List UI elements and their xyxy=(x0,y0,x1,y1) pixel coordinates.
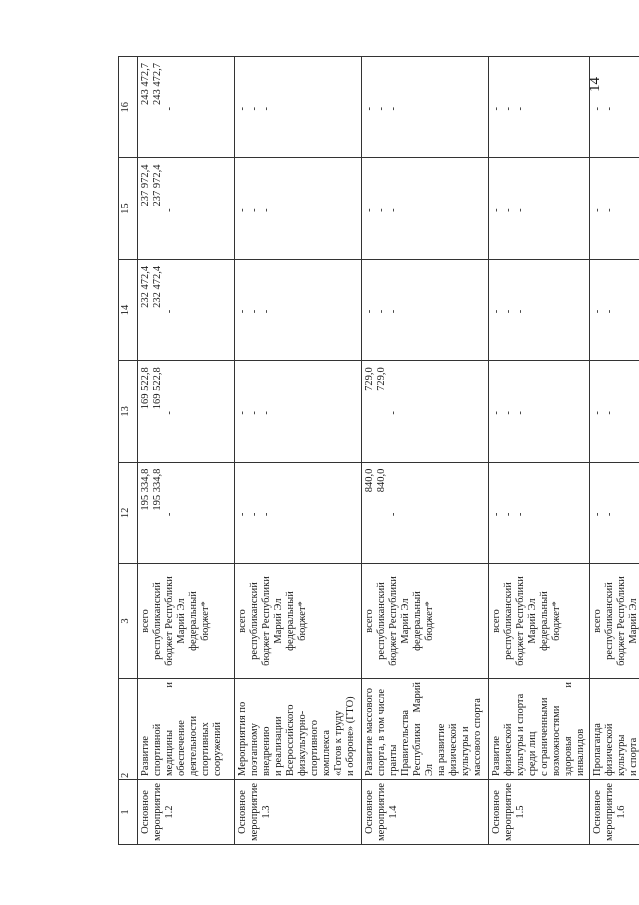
value-cell-v15 xyxy=(362,158,489,259)
funding-source-line: всего xyxy=(491,609,502,633)
value-cell-v13-line: 729,0 xyxy=(364,367,375,391)
value-cell-v13-line: - xyxy=(261,411,272,415)
funding-source-line: всего xyxy=(364,609,375,633)
col-header-16: 16 xyxy=(119,57,138,158)
value-cell-v12-line: - xyxy=(237,512,248,517)
activity-name-line: гранты Правительства xyxy=(388,709,411,776)
activity-code xyxy=(489,780,590,845)
activity-name-line: и реализации xyxy=(273,716,284,776)
funding-source-line: бюджет* xyxy=(551,601,562,641)
value-cell-v16 xyxy=(138,57,235,158)
col-header-3: 3 xyxy=(119,564,138,679)
activity-code-line: 1.2 xyxy=(164,805,175,819)
activity-name-line: физической культуры и xyxy=(448,723,471,776)
value-cell-v13-line: - xyxy=(388,411,399,415)
value-cell-v15-line: - xyxy=(364,208,375,212)
funding-source-line: Марий Эл xyxy=(400,598,411,644)
value-cell-v13-line: - xyxy=(515,411,526,415)
activity-name-line: физической культуры xyxy=(604,723,627,776)
value-cell-v12-line: 840,0 xyxy=(376,468,387,493)
funding-source xyxy=(235,564,362,679)
value-cell-v15-line: - xyxy=(164,208,175,212)
activity-name-line: деятельности xyxy=(188,715,199,776)
funding-source-line: бюджет* xyxy=(200,601,211,641)
funding-source-line: бюджет Республики xyxy=(164,576,175,666)
activity-name xyxy=(489,679,590,780)
activity-name-line: Развитие спортивной xyxy=(140,723,163,776)
activity-code-line: Основное xyxy=(592,790,603,834)
value-cell-v14-line: - xyxy=(604,309,615,314)
activity-code xyxy=(138,780,235,845)
funding-source xyxy=(362,564,489,679)
value-cell-v14 xyxy=(138,259,235,360)
value-cell-v16-line: - xyxy=(491,106,502,111)
value-cell-v14-line: - xyxy=(249,309,260,314)
funding-source-line: республиканский xyxy=(503,582,514,660)
activity-name-line: массового спорта xyxy=(472,698,483,776)
activity-code-line: мероприятие xyxy=(503,783,514,841)
funding-source-line: федеральный xyxy=(412,591,423,651)
activity-name xyxy=(138,679,235,780)
value-cell-v16-line: - xyxy=(604,106,615,111)
funding-source xyxy=(138,564,235,679)
funding-source-line: всего xyxy=(140,609,151,633)
value-cell-v13 xyxy=(235,361,362,462)
value-cell-v16-line: - xyxy=(388,106,399,111)
table-row xyxy=(138,57,235,845)
activity-name-line: и обороне» (ГТО) xyxy=(345,696,356,776)
value-cell-v16-line: 243 472,7 xyxy=(152,63,163,105)
value-cell-v15-line: - xyxy=(376,208,387,212)
value-cell-v15-line: - xyxy=(592,208,603,212)
funding-source-line: бюджет* xyxy=(297,601,308,641)
value-cell-v16 xyxy=(489,57,590,158)
value-cell-v12-line: - xyxy=(515,512,526,517)
activity-name-line: Всероссийского xyxy=(285,704,296,776)
value-cell-v15-line: 237 972,4 xyxy=(140,164,151,207)
funding-source-line: бюджет Республики xyxy=(515,576,526,666)
activity-name-line: на развитие xyxy=(436,723,447,776)
activity-code-line: 1.4 xyxy=(388,805,399,819)
col-header-14: 14 xyxy=(119,259,138,360)
value-cell-v13-line: - xyxy=(592,411,603,415)
funding-source-line: бюджет Республики xyxy=(388,576,399,666)
value-cell-v14 xyxy=(362,259,489,360)
funding-source-line: Марий Эл xyxy=(628,598,639,644)
value-cell-v13-line: - xyxy=(491,411,502,415)
value-cell-v12 xyxy=(590,462,639,563)
funding-source-line: бюджет Республики xyxy=(616,576,627,666)
value-cell-v16-line: 243 472,7 xyxy=(140,63,151,105)
funding-source xyxy=(489,564,590,679)
funding-source-line: всего xyxy=(237,609,248,633)
funding-source-line: республиканский xyxy=(376,582,387,660)
col-header-2: 2 xyxy=(119,679,138,780)
table-row xyxy=(590,57,639,845)
activity-code xyxy=(235,780,362,845)
value-cell-v14 xyxy=(590,259,639,360)
value-cell-v12-line: 840,0 xyxy=(364,468,375,493)
value-cell-v16-line: - xyxy=(592,106,603,111)
value-cell-v16 xyxy=(590,57,639,158)
value-cell-v13-line: 169 522,8 xyxy=(140,367,151,410)
activity-name-line: среди лиц xyxy=(527,731,538,776)
funding-source-line: федеральный xyxy=(539,591,550,651)
value-cell-v15 xyxy=(138,158,235,259)
activity-name-line: здоровья и инвалидов xyxy=(563,682,586,776)
value-cell-v14-line: 232 472,4 xyxy=(140,265,151,308)
value-cell-v12-line: 195 334,8 xyxy=(152,468,163,511)
value-cell-v14-line: - xyxy=(491,309,502,314)
activity-name-line: культуры и спорта xyxy=(515,693,526,776)
activity-code-line: Основное xyxy=(140,790,151,834)
funding-source xyxy=(590,564,639,679)
col-header-12: 12 xyxy=(119,462,138,563)
value-cell-v16-line: - xyxy=(376,106,387,111)
activity-code-line: Основное xyxy=(237,790,248,834)
value-cell-v14-line: - xyxy=(364,309,375,314)
activity-code-line: 1.3 xyxy=(261,805,272,819)
table-row xyxy=(235,57,362,845)
activity-name-line: физкультурно- xyxy=(297,710,308,776)
activity-code-line: мероприятие xyxy=(249,783,260,841)
activity-code-line: мероприятие xyxy=(152,783,163,841)
value-cell-v12-line: - xyxy=(592,512,603,517)
value-cell-v16-line: - xyxy=(164,106,175,111)
value-cell-v13-line: - xyxy=(237,411,248,415)
activity-code-line: Основное xyxy=(491,790,502,834)
activity-name-line: возможностями xyxy=(551,705,562,776)
activity-name xyxy=(362,679,489,780)
col-header-13: 13 xyxy=(119,361,138,462)
value-cell-v15-line: - xyxy=(515,208,526,212)
value-cell-v15-line: - xyxy=(388,208,399,212)
value-cell-v13-line: - xyxy=(604,411,615,415)
value-cell-v12 xyxy=(138,462,235,563)
value-cell-v12 xyxy=(489,462,590,563)
activity-code xyxy=(590,780,639,845)
funding-source-line: Марий Эл xyxy=(176,598,187,644)
activity-code-line: 1.6 xyxy=(616,805,627,819)
value-cell-v12-line: - xyxy=(503,512,514,517)
value-cell-v15-line: 237 972,4 xyxy=(152,164,163,207)
activity-code-line: мероприятие xyxy=(604,783,615,841)
value-cell-v14-line: - xyxy=(164,309,175,314)
value-cell-v13-line: - xyxy=(249,411,260,415)
activity-name-line: Развитие физической xyxy=(491,723,514,776)
funding-source-line: Марий Эл xyxy=(527,598,538,644)
value-cell-v13 xyxy=(590,361,639,462)
value-cell-v13-line: 729,0 xyxy=(376,367,387,391)
page-number: 14 xyxy=(587,77,603,92)
value-cell-v16-line: - xyxy=(237,106,248,111)
value-cell-v14 xyxy=(489,259,590,360)
value-cell-v14-line: - xyxy=(376,309,387,314)
activity-name-line: сооружений xyxy=(212,721,223,776)
value-cell-v15-line: - xyxy=(604,208,615,212)
table-row xyxy=(362,57,489,845)
activity-name-line: и спорта xyxy=(628,737,639,776)
value-cell-v12-line: 195 334,8 xyxy=(140,468,151,511)
value-cell-v12 xyxy=(362,462,489,563)
value-cell-v14-line: - xyxy=(515,309,526,314)
activity-code-line: Основное xyxy=(364,790,375,834)
funding-source-line: республиканский xyxy=(249,582,260,660)
activity-code-line: 1.5 xyxy=(515,805,526,819)
value-cell-v12-line: - xyxy=(164,512,175,517)
funding-source-line: федеральный xyxy=(285,591,296,651)
activity-name xyxy=(590,679,639,780)
value-cell-v13 xyxy=(489,361,590,462)
rotated-table-container xyxy=(118,56,639,845)
value-cell-v16-line: - xyxy=(249,106,260,111)
value-cell-v12-line: - xyxy=(388,512,399,517)
activity-code-line: мероприятие xyxy=(376,783,387,841)
activity-name-line: спорта, в том числе xyxy=(376,688,387,776)
value-cell-v14-line: 232 472,4 xyxy=(152,265,163,308)
value-cell-v16-line: - xyxy=(515,106,526,111)
activity-name-line: Развитие массового xyxy=(364,688,375,776)
value-cell-v13-line: 169 522,8 xyxy=(152,367,163,410)
table-row xyxy=(489,57,590,845)
value-cell-v13-line: - xyxy=(503,411,514,415)
activity-code xyxy=(362,780,489,845)
funding-source-line: всего xyxy=(592,609,603,633)
value-cell-v14-line: - xyxy=(592,309,603,314)
col-header-15: 15 xyxy=(119,158,138,259)
value-cell-v13 xyxy=(362,361,489,462)
value-cell-v12-line: - xyxy=(261,512,272,517)
activity-name-line: поэтапному внедрению xyxy=(249,723,272,776)
value-cell-v14-line: - xyxy=(503,309,514,314)
value-cell-v14-line: - xyxy=(388,309,399,314)
funding-source-line: республиканский xyxy=(152,582,163,660)
value-cell-v15-line: - xyxy=(261,208,272,212)
activity-name-line: Мероприятия по xyxy=(237,701,248,776)
funding-source-line: бюджет Республики xyxy=(261,576,272,666)
value-cell-v15 xyxy=(590,158,639,259)
value-cell-v14-line: - xyxy=(237,309,248,314)
funding-source-line: Марий Эл xyxy=(273,598,284,644)
activity-name xyxy=(235,679,362,780)
value-cell-v12-line: - xyxy=(249,512,260,517)
activity-name-line: Республики Марий Эл xyxy=(412,682,435,776)
funding-source-line: республиканский xyxy=(604,582,615,660)
value-cell-v13 xyxy=(138,361,235,462)
value-cell-v12-line: - xyxy=(604,512,615,517)
value-cell-v14 xyxy=(235,259,362,360)
value-cell-v16-line: - xyxy=(503,106,514,111)
budget-table xyxy=(118,56,639,845)
value-cell-v15-line: - xyxy=(503,208,514,212)
activity-name-line: спортивного комплекса xyxy=(309,720,332,776)
activity-name-line: медицины и обеспечение xyxy=(164,682,187,776)
activity-name-line: с ограниченными xyxy=(539,697,550,776)
value-cell-v12-line: - xyxy=(491,512,502,517)
value-cell-v16 xyxy=(362,57,489,158)
value-cell-v15 xyxy=(489,158,590,259)
activity-name-line: «Готов к труду xyxy=(333,710,344,776)
value-cell-v15-line: - xyxy=(491,208,502,212)
col-header-1: 1 xyxy=(119,780,138,845)
value-cell-v13-line: - xyxy=(164,411,175,415)
value-cell-v15-line: - xyxy=(237,208,248,212)
value-cell-v15-line: - xyxy=(249,208,260,212)
funding-source-line: бюджет* xyxy=(424,601,435,641)
funding-source-line: федеральный xyxy=(188,591,199,651)
column-number-row xyxy=(119,57,138,845)
value-cell-v16-line: - xyxy=(261,106,272,111)
value-cell-v16 xyxy=(235,57,362,158)
value-cell-v12 xyxy=(235,462,362,563)
table-body xyxy=(138,57,639,845)
activity-name-line: спортивных xyxy=(200,722,211,776)
activity-name-line: Пропаганда xyxy=(592,723,603,776)
value-cell-v15 xyxy=(235,158,362,259)
value-cell-v14-line: - xyxy=(261,309,272,314)
value-cell-v16-line: - xyxy=(364,106,375,111)
